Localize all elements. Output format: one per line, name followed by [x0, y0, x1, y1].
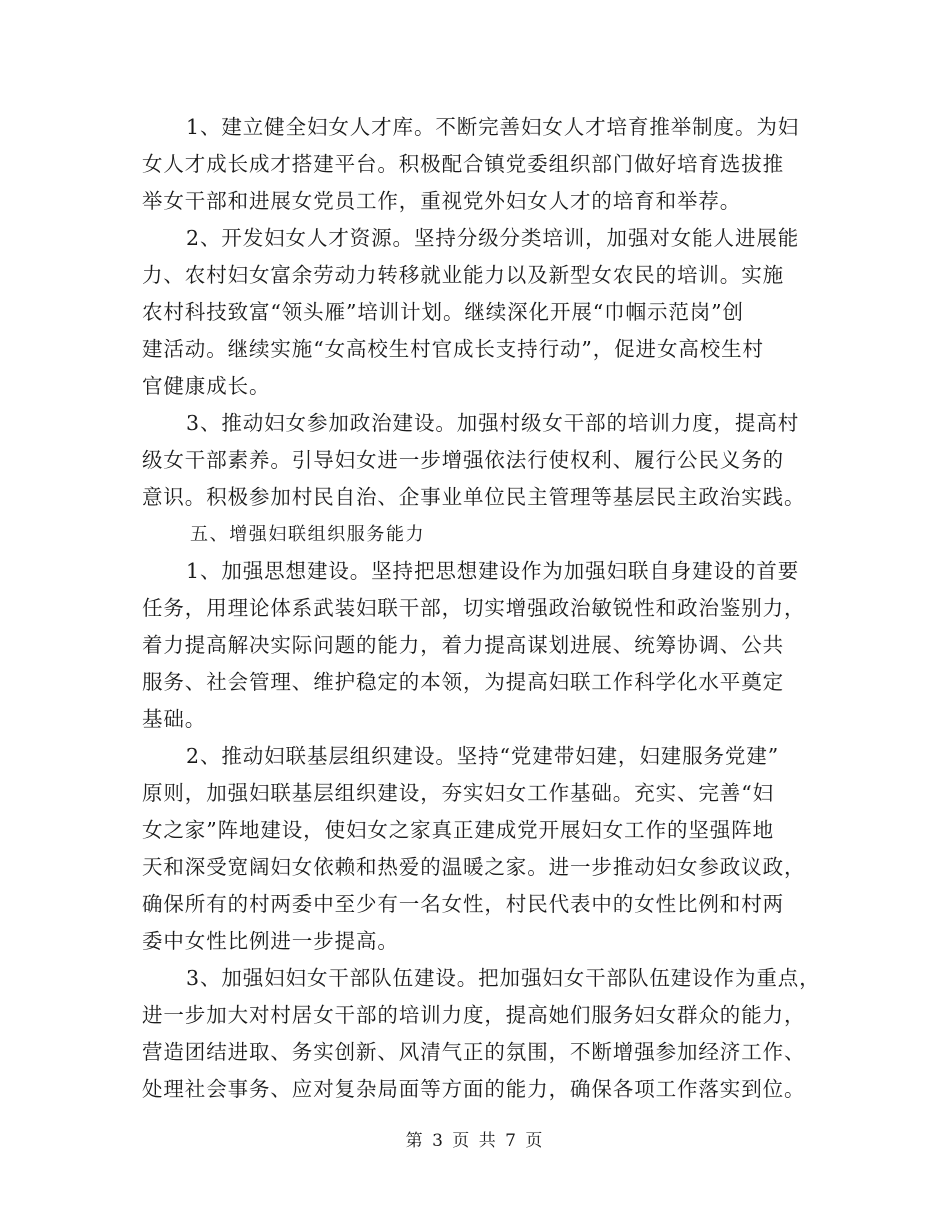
paragraph-line: 营造团结进取、务实创新、风清气正的氛围，不断增强参加经济工作、: [142, 1040, 806, 1064]
paragraph-line: 着力提高解决实际问题的能力，着力提高谋划进展、统筹协调、公共: [142, 633, 784, 657]
page-number-footer: 第 3 页 共 7 页: [405, 1131, 545, 1151]
paragraph-line: 确保所有的村两委中至少有一名女性，村民代表中的女性比例和村两: [142, 892, 784, 916]
paragraph-line: 农村科技致富“领头雁”培训计划。继续深化开展“巾帼示范岗”创: [142, 300, 744, 324]
paragraph-line: 2、开发妇女人才资源。坚持分级分类培训，加强对女能人进展能: [186, 226, 800, 250]
paragraph-line: 基础。: [142, 707, 207, 731]
section-heading: 五、增强妇联组织服务能力: [190, 524, 426, 545]
paragraph-line: 任务，用理论体系武装妇联干部，切实增强政治敏锐性和政治鉴别力，: [142, 596, 806, 620]
paragraph-line: 官健康成长。: [142, 374, 271, 398]
paragraph-line: 举女干部和进展女党员工作，重视党外妇女人才的培育和举荐。: [142, 189, 742, 213]
paragraph-line: 3、加强妇妇女干部队伍建设。把加强妇女干部队伍建设作为重点，: [186, 966, 821, 990]
paragraph-line: 建活动。继续实施“女高校生村官成长支持行动”，促进女高校生村: [142, 337, 764, 361]
paragraph-line: 力、农村妇女富余劳动力转移就业能力以及新型女农民的培训。实施: [142, 263, 784, 287]
paragraph-line: 2、推动妇联基层组织建设。坚持“党建带妇建，妇建服务党建”: [186, 744, 780, 768]
paragraph-line: 女人才成长成才搭建平台。积极配合镇党委组织部门做好培育选拔推: [142, 152, 784, 176]
paragraph-line: 1、加强思想建设。坚持把思想建设作为加强妇联自身建设的首要: [186, 559, 800, 583]
paragraph-line: 天和深受宽阔妇女依赖和热爱的温暖之家。进一步推动妇女参政议政，: [142, 855, 806, 879]
paragraph-line: 原则，加强妇联基层组织建设，夯实妇女工作基础。充实、完善“妇: [142, 781, 774, 805]
paragraph-line: 处理社会事务、应对复杂局面等方面的能力，确保各项工作落实到位。: [142, 1077, 806, 1101]
paragraph-line: 3、推动妇女参加政治建设。加强村级女干部的培训力度，提高村: [186, 411, 800, 435]
paragraph-line: 女之家”阵地建设，使妇女之家真正建成党开展妇女工作的坚强阵地: [142, 818, 774, 842]
paragraph-line: 级女干部素养。引导妇女进一步增强依法行使权利、履行公民义务的: [142, 448, 784, 472]
paragraph-line: 委中女性比例进一步提高。: [142, 929, 399, 953]
paragraph-line: 1、建立健全妇女人才库。不断完善妇女人才培育推举制度。为妇: [186, 115, 800, 139]
paragraph-line: 意识。积极参加村民自治、企事业单位民主管理等基层民主政治实践。: [142, 485, 806, 509]
paragraph-line: 服务、社会管理、维护稳定的本领，为提高妇联工作科学化水平奠定: [142, 670, 784, 694]
body-text: [142, 109, 821, 1108]
paragraph-line: 进一步加大对村居女干部的培训力度，提高她们服务妇女群众的能力，: [142, 1003, 806, 1027]
